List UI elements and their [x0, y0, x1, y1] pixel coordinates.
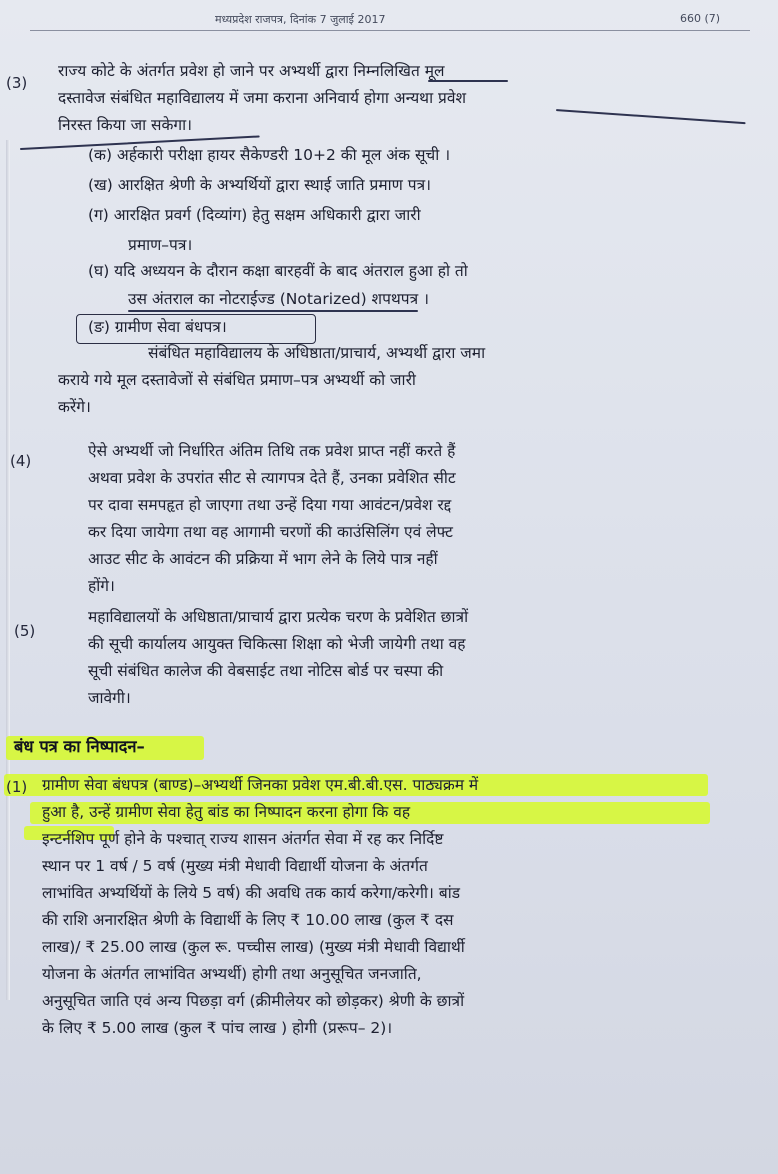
para-3-item-gha-cont: उस अंतराल का नोटराईज्ड (Notarized) शपथपत्र ।: [128, 290, 429, 308]
para-4-line: आउट सीट के आवंटन की प्रक्रिया में भाग लेने के लिये पात्र नहीं: [88, 550, 438, 568]
pen-underline: [428, 80, 508, 82]
para-4-text: [88, 438, 700, 600]
para-3-item-ga: (ग) आरक्षित प्रवर्ग (दिव्यांग) हेतु सक्षम अधिकारी द्वारा जारी: [88, 206, 421, 224]
para-3-line: राज्य कोटे के अंतर्गत प्रवेश हो जाने पर अभ्यर्थी द्वारा निम्नलिखित मूल: [58, 62, 445, 80]
para-4-number: (4): [10, 452, 32, 470]
bond-line: लाख)/ ₹ 25.00 लाख (कुल रू. पच्चीस लाख) (मुख्य मंत्री मेधावी विद्यार्थी: [42, 938, 465, 956]
para-3-item-ka: (क) अर्हकारी परीक्षा हायर सैकेण्डरी 10+2 की मूल अंक सूची ।: [88, 146, 451, 164]
page-fold-shadow: [6, 140, 10, 1000]
para-4-line: अथवा प्रवेश के उपरांत सीट से त्यागपत्र देते हैं, उनका प्रवेशित सीट: [88, 469, 456, 487]
page-header: [0, 8, 778, 30]
para-3-line: निरस्त किया जा सकेगा।: [58, 116, 193, 134]
header-rule: [30, 30, 750, 31]
para-4-line: होंगे।: [88, 577, 115, 595]
page-number: 660 (7): [680, 12, 721, 25]
bond-number: (1): [6, 778, 28, 796]
para-4-line: ऐसे अभ्यर्थी जो निर्धारित अंतिम तिथि तक प्रवेश प्राप्त नहीं करते हैं: [88, 442, 456, 460]
para-3-item-gha: (घ) यदि अध्ययन के दौरान कक्षा बारहवीं के बाद अंतराल हुआ हो तो: [88, 262, 468, 280]
para-3-item-nga: (ङ) ग्रामीण सेवा बंधपत्र।: [88, 318, 227, 336]
bond-line: लाभांवित अभ्यर्थियों के लिये 5 वर्ष) की अवधि तक कार्य करेगा/करेगी। बांड: [42, 884, 461, 902]
para-3-item-ga-cont: प्रमाण–पत्र।: [128, 236, 193, 254]
bond-line: ग्रामीण सेवा बंधपत्र (बाण्ड)–अभ्यर्थी जिनका प्रवेश एम.बी.बी.एस. पाठ्यक्रम में: [42, 776, 479, 794]
section-heading: बंध पत्र का निष्पादन–: [14, 737, 145, 756]
gazette-title: मध्यप्रदेश राजपत्र, दिनांक 7 जुलाई 2017: [215, 13, 386, 26]
para-3-line: दस्तावेज संबंधित महाविद्यालय में जमा कराना अनिवार्य होगा अन्यथा प्रवेश: [58, 89, 467, 107]
bond-text: [42, 772, 710, 1042]
bond-line: के लिए ₹ 5.00 लाख (कुल ₹ पांच लाख ) होगी (प्ररूप– 2)।: [42, 1019, 393, 1037]
bond-line: स्थान पर 1 वर्ष / 5 वर्ष (मुख्य मंत्री मेधावी विद्यार्थी योजना के अंतर्गत: [42, 857, 428, 875]
para-5-line: जावेगी।: [88, 689, 131, 707]
para-5-text: [88, 604, 700, 712]
bond-line: इन्टर्नशिप पूर्ण होने के पश्चात् राज्य शासन अंतर्गत सेवा में रह कर निर्दिष्ट: [42, 830, 444, 848]
bond-line: हुआ है, उन्हें ग्रामीण सेवा हेतु बांड का निष्पादन करना होगा कि वह: [42, 803, 411, 821]
para-3-closing-line: कराये गये मूल दस्तावेजों से संबंधित प्रमाण–पत्र अभ्यर्थी को जारी: [58, 371, 416, 389]
para-3-intro: [58, 58, 696, 139]
para-4-line: कर दिया जायेगा तथा वह आगामी चरणों की काउंसिलिंग एवं लेफ्ट: [88, 523, 453, 541]
para-3-item-kha: (ख) आरक्षित श्रेणी के अभ्यर्थियों द्वारा स्थाई जाति प्रमाण पत्र।: [88, 176, 432, 194]
para-3-number: (3): [6, 74, 28, 92]
pen-underline: [128, 310, 418, 312]
para-5-line: की सूची कार्यालय आयुक्त चिकित्सा शिक्षा को भेजी जायेगी तथा वह: [88, 635, 466, 653]
para-3-closing-line: करेंगे।: [58, 398, 91, 416]
para-3-closing: [58, 340, 698, 421]
bond-line: की राशि अनारक्षित श्रेणी के विद्यार्थी के लिए ₹ 10.00 लाख (कुल ₹ दस: [42, 911, 454, 929]
para-5-line: महाविद्यालयों के अधिष्ठाता/प्राचार्य द्वारा प्रत्येक चरण के प्रवेशित छात्रों: [88, 608, 469, 626]
para-3-closing-line: संबंधित महाविद्यालय के अधिष्ठाता/प्राचार्य, अभ्यर्थी द्वारा जमा: [148, 344, 486, 362]
bond-line: अनुसूचित जाति एवं अन्य पिछड़ा वर्ग (क्रीमीलेयर को छोड़कर) श्रेणी के छात्रों: [42, 992, 465, 1010]
para-4-line: पर दावा समपहृत हो जाएगा तथा उन्हें दिया गया आवंटन/प्रवेश रद्द: [88, 496, 452, 514]
bond-line: योजना के अंतर्गत लाभांवित अभ्यर्थी) होगी तथा अनुसूचित जनजाति,: [42, 965, 422, 983]
para-5-line: सूची संबंधित कालेज की वेबसाईट तथा नोटिस बोर्ड पर चस्पा की: [88, 662, 444, 680]
para-5-number: (5): [14, 622, 36, 640]
